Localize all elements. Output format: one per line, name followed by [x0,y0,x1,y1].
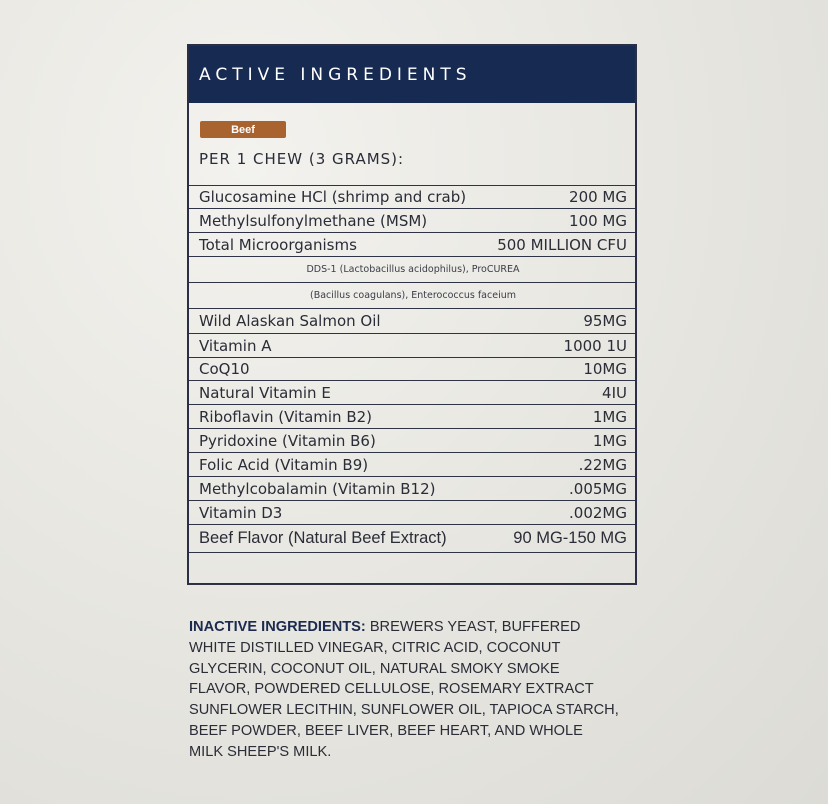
ingredient-amount: .22MG [578,455,627,474]
panel-title: ACTIVE INGREDIENTS [189,46,635,103]
ingredient-amount: .002MG [569,503,627,522]
ingredient-name: Natural Vitamin E [199,383,331,402]
ingredient-name: Wild Alaskan Salmon Oil [199,312,381,330]
ingredient-row [189,233,635,257]
ingredient-row [189,429,635,453]
ingredient-note-row [189,257,635,283]
ingredient-table [189,185,635,585]
ingredient-name: Pyridoxine (Vitamin B6) [199,431,376,450]
ingredient-row [189,209,635,233]
empty-row [189,553,635,585]
inactive-ingredients [189,617,619,763]
ingredient-name: Vitamin A [199,336,272,355]
ingredient-amount: 1MG [592,431,627,450]
ingredient-name: Vitamin D3 [199,503,283,522]
ingredient-row [189,309,635,334]
ingredient-amount: 200 MG [569,188,627,206]
ingredient-name: Methylsulfonylmethane (MSM) [199,211,428,230]
ingredient-row [189,477,635,501]
ingredient-name: Riboflavin (Vitamin B2) [199,407,373,426]
ingredient-row [189,381,635,405]
flavor-badge: Beef [200,121,286,138]
ingredient-name: Total Microorganisms [199,235,357,254]
ingredient-row [189,453,635,477]
ingredient-name: Beef Flavor (Natural Beef Extract) [199,529,447,547]
inactive-text: BREWERS YEAST, BUFFERED WHITE DISTILLED VINEGAR, CITRIC ACID, COCONUT GLYCERIN, COCONUT OIL, NATURAL SMOKY SMOKE FLAVOR, POWDERED CELLULOSE, ROSEMARY EXTRACT SUNFLOWER LECITHIN, SUNFLOWER OIL, TAPIOCA STARCH, BEEF POWDER, BEEF LIVER, BEEF HEART, AND WHOLE MILK SHEEP'S MILK. [189,619,619,760]
ingredient-amount: 10MG [583,360,627,378]
ingredient-name: Methylcobalamin (Vitamin B12) [199,479,436,498]
ingredient-name: Folic Acid (Vitamin B9) [199,455,369,474]
ingredient-name: Glucosamine HCl (shrimp and crab) [199,188,467,206]
active-ingredients-panel [187,44,637,585]
ingredient-note-row [189,283,635,309]
ingredient-note: DDS-1 (Lactobacillus acidophilus), ProCUREA [306,264,520,275]
ingredient-row [189,405,635,429]
ingredient-row [189,334,635,358]
ingredient-row [189,501,635,525]
inactive-label: INACTIVE INGREDIENTS: [189,619,366,635]
ingredient-row [189,358,635,381]
ingredient-name: CoQ10 [199,360,250,378]
ingredient-amount: 100 MG [569,211,627,230]
ingredient-amount: 1000 1U [563,336,627,355]
ingredient-note: (Bacillus coagulans), Enterococcus faceium [310,290,516,301]
ingredient-amount: .005MG [569,479,627,498]
ingredient-amount: 4IU [602,383,627,402]
ingredient-row [189,185,635,209]
ingredient-amount: 1MG [592,407,627,426]
ingredient-amount: 500 MILLION CFU [497,235,627,254]
ingredient-row [189,525,635,553]
per-serving-label: PER 1 CHEW (3 GRAMS): [199,150,405,168]
ingredient-amount: 95MG [583,312,627,330]
ingredient-amount: 90 MG-150 MG [513,529,627,547]
